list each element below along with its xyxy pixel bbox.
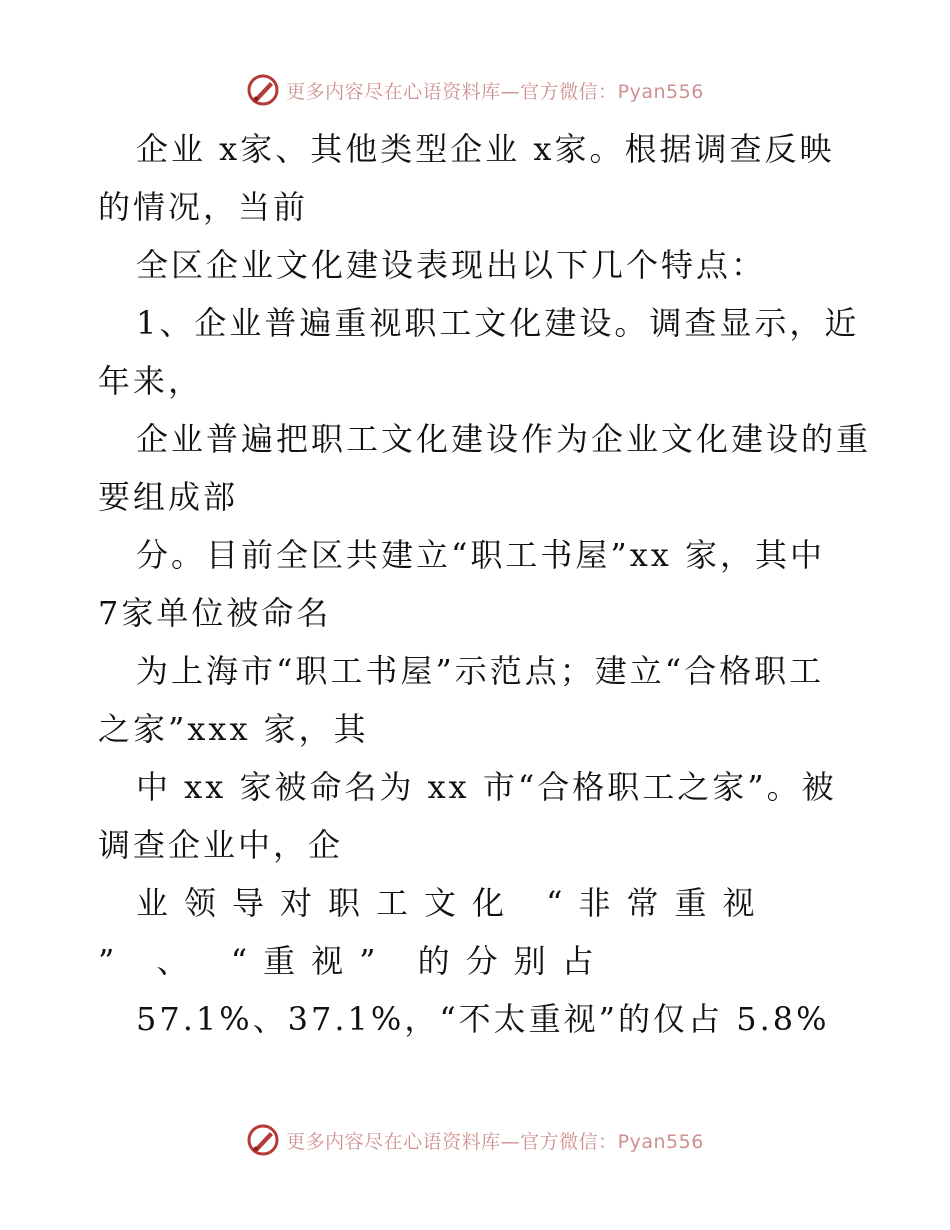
text-line: 1、企业普遍重视职工文化建设。调查显示，近 xyxy=(136,304,860,342)
text-line: 7家单位被命名 xyxy=(98,594,332,632)
text-line: 之家”xxx 家，其 xyxy=(98,710,369,748)
document-body xyxy=(98,120,872,1048)
text-line: 为上海市“职工书屋”示范点；建立“合格职工 xyxy=(136,652,825,690)
text-line: 年来， xyxy=(98,362,204,400)
footer-watermark xyxy=(0,1120,950,1160)
text-line: 业领导对职工文化 “非常重视 xyxy=(136,884,771,922)
text-line: 中 xx 家被命名为 xx 市“合格职工之家”。被 xyxy=(136,768,837,806)
watermark-text: 更多内容尽在心语资料库—官方微信：Pyan556 xyxy=(286,1130,704,1153)
quill-logo-icon xyxy=(246,1123,280,1157)
text-line: 企业 x家、其他类型企业 x家。根据调查反映 xyxy=(136,130,835,168)
header-watermark xyxy=(0,70,950,110)
text-line: ” 、 “重视” 的分别占 xyxy=(98,942,610,980)
text-line: 调查企业中，企 xyxy=(98,826,344,864)
quill-logo-icon xyxy=(246,73,280,107)
text-line: 分。目前全区共建立“职工书屋”xx 家，其中 xyxy=(136,536,825,574)
watermark-text: 更多内容尽在心语资料库—官方微信：Pyan556 xyxy=(286,80,704,103)
text-line: 要组成部 xyxy=(98,478,239,516)
text-line: 企业普遍把职工文化建设作为企业文化建设的重 xyxy=(136,420,872,458)
text-line: 57.1%、37.1%，“不太重视”的仅占 5.8% xyxy=(136,1000,830,1038)
text-line: 全区企业文化建设表现出以下几个特点： xyxy=(136,246,767,284)
text-line: 的情况，当前 xyxy=(98,188,309,226)
